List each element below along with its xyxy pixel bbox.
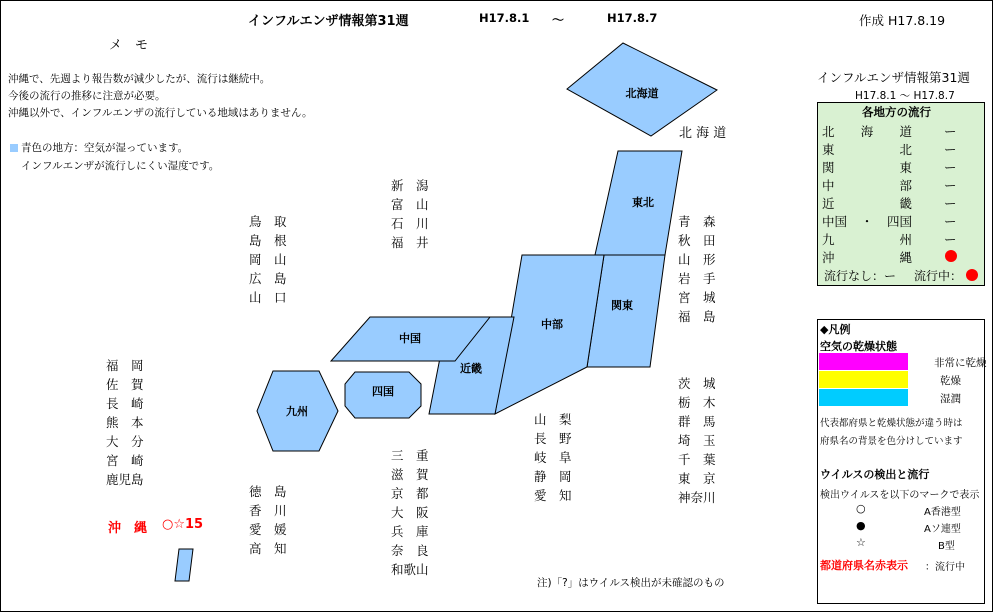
created-date: 作成 H17.8.19 — [859, 13, 946, 28]
okinawa-virus-marks: ○☆15 — [162, 517, 204, 532]
pref-name: 山 梨 — [534, 412, 572, 427]
okinawa-label: 沖 縄 — [108, 521, 148, 536]
hongkong-mark-icon: ○ — [856, 502, 866, 515]
active-red-dot-icon — [945, 250, 957, 262]
region-row: 東 北 ー — [822, 142, 957, 157]
pref-list-chugoku — [249, 212, 299, 307]
region-status-table — [817, 102, 985, 286]
memo-heading: メ モ — [109, 38, 149, 53]
dryness-title: 空気の乾燥状態 — [820, 340, 897, 353]
pref-list-shikoku — [249, 482, 299, 558]
pref-name: 山 口 — [249, 290, 287, 305]
region-label-tohoku: 東北 — [632, 196, 654, 209]
virus-sub: 検出ウイルスを以下のマークで表示 — [820, 490, 980, 501]
pref-name: 兵 庫 — [391, 524, 429, 539]
pref-name: 青 森 — [678, 214, 716, 229]
dryness-swatch-humid — [819, 389, 908, 406]
pref-name: 茨 城 — [678, 376, 716, 391]
region-row: 北 海 道 ー — [822, 124, 957, 139]
region-label-kanto: 関東 — [611, 299, 633, 312]
dryness-label: 湿潤 — [940, 393, 961, 405]
pref-name: 富 山 — [391, 197, 429, 212]
humid-note-line2: インフルエンザが流行しにくい湿度です。 — [21, 160, 220, 172]
pref-name: 宮 城 — [678, 290, 716, 305]
region-row: 中国 ・ 四国 ー — [822, 214, 957, 229]
soviet-mark-icon: ● — [856, 519, 866, 532]
pref-list-kinki — [391, 446, 441, 579]
region-table-header: 各地方の流行 — [862, 105, 931, 119]
status-none: ー — [944, 142, 957, 157]
memo-line: 沖縄で、先週より報告数が減少したが、流行は継続中。 — [8, 73, 271, 85]
pref-name: 秋 田 — [678, 233, 716, 248]
pref-name: 福 島 — [678, 309, 716, 324]
pref-list-chubu — [534, 410, 584, 505]
okinawa-shape — [175, 549, 193, 581]
dryness-label: 乾燥 — [940, 375, 961, 387]
period-start: H17.8.1 — [479, 11, 530, 25]
pref-name: 栃 木 — [678, 395, 716, 410]
region-label-shikoku: 四国 — [372, 385, 394, 398]
pref-name: 福 岡 — [106, 358, 144, 373]
pref-red-suffix: ：流行中 — [925, 562, 965, 573]
status-none: ー — [944, 232, 957, 247]
pref-name: 三 重 — [391, 448, 429, 463]
status-none: ー — [944, 160, 957, 175]
region-label-kinki: 近畿 — [460, 362, 482, 375]
region-label-chugoku: 中国 — [399, 332, 421, 345]
pref-name: 島 根 — [249, 233, 287, 248]
region-label-chubu: 中部 — [541, 318, 563, 331]
pref-name: 長 崎 — [106, 396, 144, 411]
pref-name: 奈 良 — [391, 543, 429, 558]
footnote: 注)「?」はウイルス検出が未確認のもの — [537, 577, 725, 589]
region-chubu-shape — [495, 255, 604, 414]
pref-name: 東 京 — [678, 471, 716, 486]
period-end: H17.8.7 — [607, 11, 658, 25]
pref-name: 広 島 — [249, 271, 287, 286]
dryness-note1: 代表都府県と乾燥状態が違う時は — [820, 418, 963, 429]
pref-name: 香 川 — [249, 503, 287, 518]
region-label-kyushu: 九州 — [286, 405, 308, 418]
pref-name: 岩 手 — [678, 271, 716, 286]
pref-list-hokuriku — [391, 176, 441, 252]
memo-line: 沖縄以外で、インフルエンザの流行している地域はありません。 — [8, 107, 313, 119]
legend-active: 流行中： — [914, 269, 963, 283]
virus-title: ウイルスの検出と流行 — [820, 468, 930, 481]
pref-list-kyushu — [106, 356, 156, 489]
status-none: ー — [944, 124, 957, 139]
pref-name: 鹿児島 — [106, 472, 144, 487]
pref-name: 静 岡 — [534, 469, 572, 484]
dryness-swatch-very-dry — [819, 353, 908, 370]
pref-name: 大 分 — [106, 434, 144, 449]
status-none: ー — [944, 196, 957, 211]
virus-label: Aソ連型 — [924, 524, 961, 535]
region-row: 九 州 ー — [822, 232, 957, 247]
b-type-mark-icon: ☆ — [856, 536, 866, 549]
region-label-hokkaido: 北海道 — [625, 87, 659, 100]
side-period: H17.8.1 ～ H17.8.7 — [855, 90, 955, 102]
legend-title: ◆凡例 — [820, 323, 851, 336]
dryness-note2: 府県名の背景を色分けしています — [820, 436, 963, 447]
memo-line: 今後の流行の推移に注意が必要。 — [8, 90, 166, 102]
pref-name: 京 都 — [391, 486, 429, 501]
dryness-swatch-dry — [819, 371, 908, 388]
pref-name: 滋 賀 — [391, 467, 429, 482]
region-row: 関 東 ー — [822, 160, 957, 175]
dryness-label: 非常に乾燥 — [934, 357, 987, 369]
pref-red-label: 都道府県名赤表示 — [820, 559, 908, 572]
report-title: インフルエンザ情報第31週 — [248, 14, 409, 29]
side-title: インフルエンザ情報第31週 — [817, 70, 970, 85]
region-row: 沖 縄 — [822, 248, 978, 265]
pref-name: 徳 島 — [249, 484, 287, 499]
pref-list-kanto — [678, 374, 728, 507]
pref-name: 埼 玉 — [678, 433, 716, 448]
pref-name: 山 形 — [678, 252, 716, 267]
region-row: 中 部 ー — [822, 178, 957, 193]
pref-name: 群 馬 — [678, 414, 716, 429]
legend-panel — [817, 319, 985, 604]
pref-name: 愛 知 — [534, 488, 572, 503]
pref-name: 大 阪 — [391, 505, 429, 520]
pref-list-tohoku — [678, 212, 728, 326]
dryness-legend — [818, 353, 987, 407]
status-none: ー — [944, 178, 957, 193]
pref-name: 千 葉 — [678, 452, 716, 467]
pref-hokkaido: 北 海 道 — [679, 126, 727, 141]
pref-name: 高 知 — [249, 541, 287, 556]
status-none: ー — [944, 214, 957, 229]
virus-label: B型 — [938, 541, 955, 552]
pref-name: 岡 山 — [249, 252, 287, 267]
active-red-dot-icon — [966, 269, 978, 281]
pref-name: 和歌山 — [391, 562, 429, 577]
pref-name: 熊 本 — [106, 415, 144, 430]
pref-name: 新 潟 — [391, 178, 429, 193]
pref-name: 佐 賀 — [106, 377, 144, 392]
region-row: 近 畿 ー — [822, 196, 957, 211]
pref-name: 宮 崎 — [106, 453, 144, 468]
period-tilde: ～ — [552, 13, 565, 27]
pref-name: 愛 媛 — [249, 522, 287, 537]
legend-none: 流行なし：ー — [824, 269, 897, 283]
humid-note-line1: 青色の地方：空気が湿っています。 — [21, 142, 189, 154]
pref-name: 石 川 — [391, 216, 429, 231]
pref-name: 福 井 — [391, 235, 429, 250]
pref-name: 鳥 取 — [249, 214, 287, 229]
pref-name: 神奈川 — [678, 490, 716, 505]
pref-name: 岐 阜 — [534, 450, 572, 465]
pref-name: 長 野 — [534, 431, 572, 446]
virus-label: A香港型 — [924, 507, 961, 518]
